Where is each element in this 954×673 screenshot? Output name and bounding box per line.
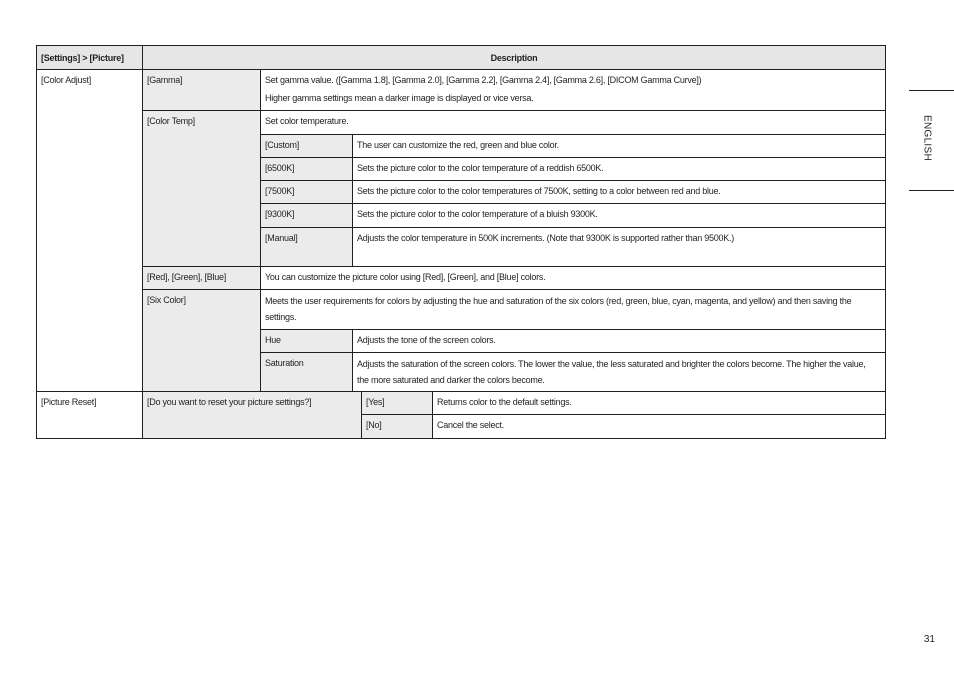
table-rule — [142, 110, 886, 111]
page-number: 31 — [923, 634, 935, 645]
rgb-description: You can customize the picture color using [Red], [Green], and [Blue] colors. — [265, 272, 546, 282]
table-rule — [352, 329, 353, 392]
color-temp-option-custom: [Custom] — [261, 135, 352, 157]
table-rule — [260, 203, 886, 204]
color-temp-option-custom-description: The user can customize the red, green and blue color. — [357, 140, 559, 150]
table-rule — [260, 352, 886, 353]
picture-reset-option-yes: [Yes] — [362, 392, 432, 414]
table-rule — [361, 414, 886, 415]
table-border-left — [36, 45, 37, 439]
row-label-picture-reset: [Picture Reset] — [41, 397, 97, 407]
color-temp-option-7500k-description: Sets the picture color to the color temperatures of 7500K, setting to a color between red and blue. — [357, 186, 721, 196]
table-rule — [36, 69, 886, 70]
table-rule — [260, 134, 886, 135]
language-tab-rule-top — [909, 90, 954, 91]
picture-reset-option-no-description: Cancel the select. — [437, 420, 505, 430]
table-rule — [142, 289, 886, 290]
header-settings: [Settings] > [Picture] — [37, 46, 142, 69]
row-label-color-adjust: [Color Adjust] — [41, 75, 92, 85]
picture-reset-question: [Do you want to reset your picture settings?] — [143, 392, 361, 438]
six-color-option-hue-description: Adjusts the tone of the screen colors. — [357, 335, 496, 345]
color-temp-description: Set color temperature. — [265, 116, 349, 126]
color-temp-label: [Color Temp] — [143, 111, 260, 266]
color-temp-option-9300k: [9300K] — [261, 204, 352, 227]
table-border-bottom — [36, 438, 886, 439]
gamma-description-line2: Higher gamma settings mean a darker image is displayed or vice versa. — [265, 93, 534, 103]
six-color-description: Meets the user requirements for colors by adjusting the hue and saturation of the six colors (red, green, blue, cyan, magenta, and yellow) and then saving the settings. — [265, 296, 852, 322]
table-rule — [142, 266, 886, 267]
color-temp-option-6500k: [6500K] — [261, 158, 352, 180]
color-temp-option-6500k-description: Sets the picture color to the color temperature of a reddish 6500K. — [357, 163, 604, 173]
six-color-option-hue: Hue — [261, 330, 352, 352]
table-border-right — [885, 45, 886, 439]
gamma-label: [Gamma] — [143, 70, 260, 110]
picture-reset-option-no: [No] — [362, 415, 432, 438]
table-rule — [36, 391, 886, 392]
six-color-option-saturation: Saturation — [261, 353, 352, 391]
table-rule — [142, 45, 143, 439]
table-border-top — [36, 45, 886, 46]
six-color-option-saturation-description: Adjusts the saturation of the screen colors. The lower the value, the less saturated and brighter the colors become. The higher the value, the more saturated and darker the colors become. — [357, 359, 866, 385]
table-rule — [260, 69, 261, 392]
table-rule — [260, 227, 886, 228]
language-tab-label: ENGLISH — [921, 115, 933, 162]
color-temp-option-manual: [Manual] — [261, 228, 352, 266]
rgb-label: [Red], [Green], [Blue] — [143, 267, 260, 289]
table-rule — [260, 329, 886, 330]
color-temp-option-manual-description: Adjusts the color temperature in 500K increments. (Note that 9300K is supported rather than 9500K.) — [357, 233, 734, 243]
language-tab-rule-bottom — [909, 190, 954, 191]
gamma-description — [261, 70, 885, 110]
table-rule — [352, 134, 353, 267]
table-rule — [361, 391, 362, 439]
table-rule — [432, 391, 433, 439]
six-color-label: [Six Color] — [143, 290, 260, 391]
picture-reset-option-yes-description: Returns color to the default settings. — [437, 397, 572, 407]
gamma-description-line1: Set gamma value. ([Gamma 1.8], [Gamma 2.0], [Gamma 2.2], [Gamma 2.4], [Gamma 2.6], [DICOM Gamma Curve]) — [265, 75, 702, 85]
table-rule — [260, 157, 886, 158]
header-description: Description — [143, 46, 885, 69]
color-temp-option-7500k: [7500K] — [261, 181, 352, 203]
table-rule — [260, 180, 886, 181]
color-temp-option-9300k-description: Sets the picture color to the color temperature of a bluish 9300K. — [357, 209, 598, 219]
